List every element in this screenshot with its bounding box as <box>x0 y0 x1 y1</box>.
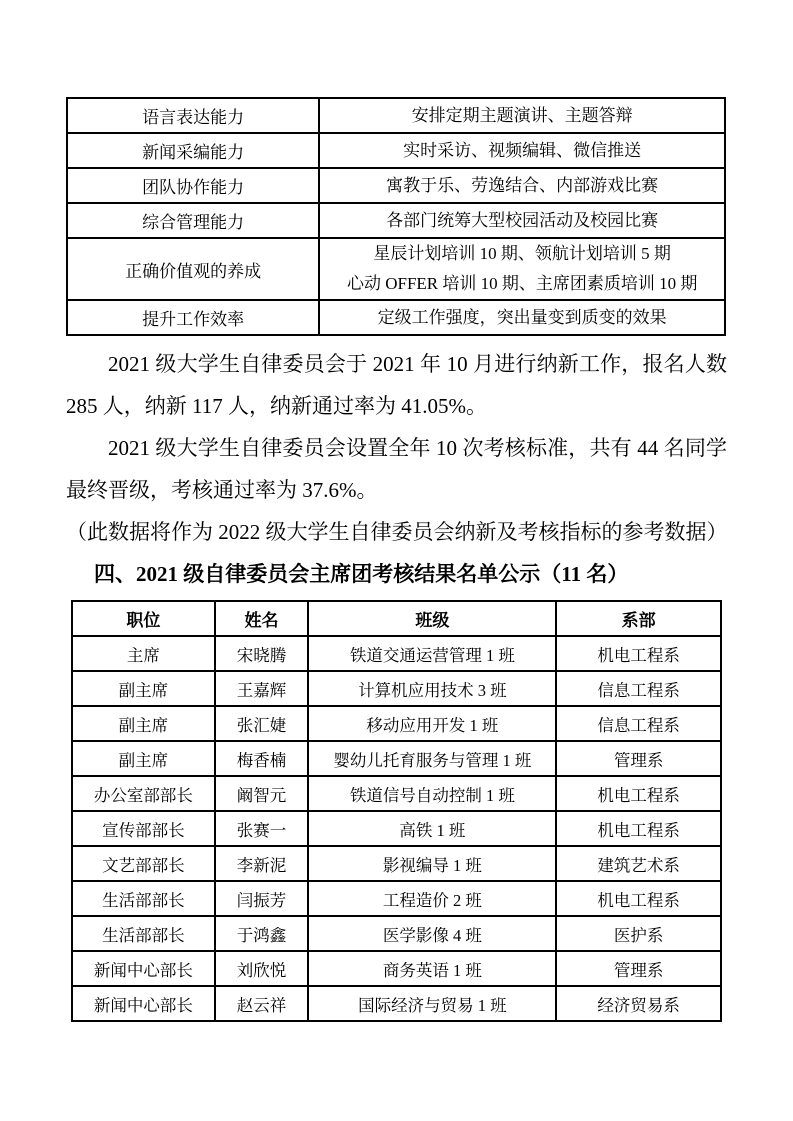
ability-row <box>67 203 725 238</box>
position-cell: 新闻中心部长 <box>72 986 215 1021</box>
roster-row <box>72 776 721 811</box>
department-cell: 信息工程系 <box>556 706 721 741</box>
class-cell: 国际经济与贸易 1 班 <box>308 986 556 1021</box>
department-cell: 管理系 <box>556 951 721 986</box>
roster-header-name-cell: 姓名 <box>215 601 309 636</box>
department-cell: 管理系 <box>556 741 721 776</box>
name-cell: 赵云祥 <box>215 986 309 1021</box>
body-text-block <box>66 343 727 595</box>
activity-line: 寓教于乐、劳逸结合、内部游戏比赛 <box>386 175 659 195</box>
position-cell: 生活部部长 <box>72 881 215 916</box>
activity-value-cell <box>319 203 725 238</box>
name-cell: 于鸿鑫 <box>215 916 309 951</box>
department-cell: 机电工程系 <box>556 636 721 671</box>
roster-table-body <box>72 636 721 1021</box>
ability-activity-table-body <box>67 98 725 335</box>
name-cell: 刘欣悦 <box>215 951 309 986</box>
roster-row <box>72 951 721 986</box>
name-cell: 张赛一 <box>215 811 309 846</box>
class-cell: 计算机应用技术 3 班 <box>308 671 556 706</box>
roster-header-class-cell: 班级 <box>308 601 556 636</box>
activity-line: 定级工作强度，突出量变到质变的效果 <box>377 307 667 327</box>
position-cell: 文艺部部长 <box>72 846 215 881</box>
class-cell: 商务英语 1 班 <box>308 951 556 986</box>
roster-row <box>72 986 721 1021</box>
roster-header-row <box>72 601 721 636</box>
ability-label-cell: 正确价值观的养成 <box>67 238 319 300</box>
position-cell: 宣传部部长 <box>72 811 215 846</box>
name-cell: 王嘉辉 <box>215 671 309 706</box>
name-cell: 宋晓腾 <box>215 636 309 671</box>
paragraph-recruitment-stats: 2021 级大学生自律委员会于 2021 年 10 月进行纳新工作，报名人数 285 人，纳新 117 人，纳新通过率为 41.05%。 <box>66 352 727 418</box>
roster-row <box>72 916 721 951</box>
roster-row <box>72 846 721 881</box>
class-cell: 铁道交通运营管理 1 班 <box>308 636 556 671</box>
roster-row <box>72 811 721 846</box>
ability-row <box>67 168 725 203</box>
position-cell: 副主席 <box>72 706 215 741</box>
activity-line: 各部门统筹大型校园活动及校园比赛 <box>386 210 659 230</box>
name-cell: 李新泥 <box>215 846 309 881</box>
department-cell: 经济贸易系 <box>556 986 721 1021</box>
roster-table-head <box>72 601 721 636</box>
roster-table <box>71 600 722 1022</box>
class-cell: 婴幼儿托育服务与管理 1 班 <box>308 741 556 776</box>
position-cell: 生活部部长 <box>72 916 215 951</box>
class-cell: 高铁 1 班 <box>308 811 556 846</box>
name-cell: 张汇婕 <box>215 706 309 741</box>
roster-row <box>72 741 721 776</box>
activity-line: 安排定期主题演讲、主题答辩 <box>411 105 633 125</box>
activity-line: 心动 OFFER 培训 10 期、主席团素质培训 10 期 <box>346 274 698 293</box>
position-cell: 主席 <box>72 636 215 671</box>
ability-label-cell: 语言表达能力 <box>67 98 319 133</box>
position-cell: 办公室部部长 <box>72 776 215 811</box>
department-cell: 建筑艺术系 <box>556 846 721 881</box>
class-cell: 移动应用开发 1 班 <box>308 706 556 741</box>
ability-label-cell: 提升工作效率 <box>67 300 319 335</box>
activity-value-cell <box>319 98 725 133</box>
activity-value-cell <box>319 300 725 335</box>
name-cell: 闫振芳 <box>215 881 309 916</box>
roster-row <box>72 636 721 671</box>
activity-line: 星辰计划培训 10 期、领航计划培训 5 期 <box>373 244 671 263</box>
department-cell: 机电工程系 <box>556 881 721 916</box>
name-cell: 梅香楠 <box>215 741 309 776</box>
activity-line: 实时采访、视频编辑、微信推送 <box>403 140 642 160</box>
name-cell: 阚智元 <box>215 776 309 811</box>
ability-label-cell: 新闻采编能力 <box>67 133 319 168</box>
ability-row <box>67 133 725 168</box>
paragraph-assessment-stats: 2021 级大学生自律委员会设置全年 10 次考核标准，共有 44 名同学最终晋级，考核通过率为 37.6%。 <box>66 436 727 502</box>
department-cell: 机电工程系 <box>556 811 721 846</box>
section-heading: 四、2021 级自律委员会主席团考核结果名单公示（11 名） <box>94 562 629 586</box>
position-cell: 副主席 <box>72 671 215 706</box>
activity-value-cell <box>319 168 725 203</box>
ability-label-cell: 团队协作能力 <box>67 168 319 203</box>
class-cell: 铁道信号自动控制 1 班 <box>308 776 556 811</box>
roster-row <box>72 881 721 916</box>
roster-row <box>72 706 721 741</box>
ability-row <box>67 238 725 300</box>
ability-row <box>67 98 725 133</box>
activity-value-cell <box>319 238 725 300</box>
department-cell: 机电工程系 <box>556 776 721 811</box>
roster-row <box>72 671 721 706</box>
activity-value-cell <box>319 133 725 168</box>
paragraph-reference-note: （此数据将作为 2022 级大学生自律委员会纳新及考核指标的参考数据） <box>66 520 728 544</box>
ability-row <box>67 300 725 335</box>
roster-header-department-cell: 系部 <box>556 601 721 636</box>
department-cell: 医护系 <box>556 916 721 951</box>
position-cell: 新闻中心部长 <box>72 951 215 986</box>
class-cell: 影视编导 1 班 <box>308 846 556 881</box>
department-cell: 信息工程系 <box>556 671 721 706</box>
ability-label-cell: 综合管理能力 <box>67 203 319 238</box>
class-cell: 工程造价 2 班 <box>308 881 556 916</box>
roster-header-position-cell: 职位 <box>72 601 215 636</box>
ability-activity-table <box>66 97 726 336</box>
class-cell: 医学影像 4 班 <box>308 916 556 951</box>
position-cell: 副主席 <box>72 741 215 776</box>
